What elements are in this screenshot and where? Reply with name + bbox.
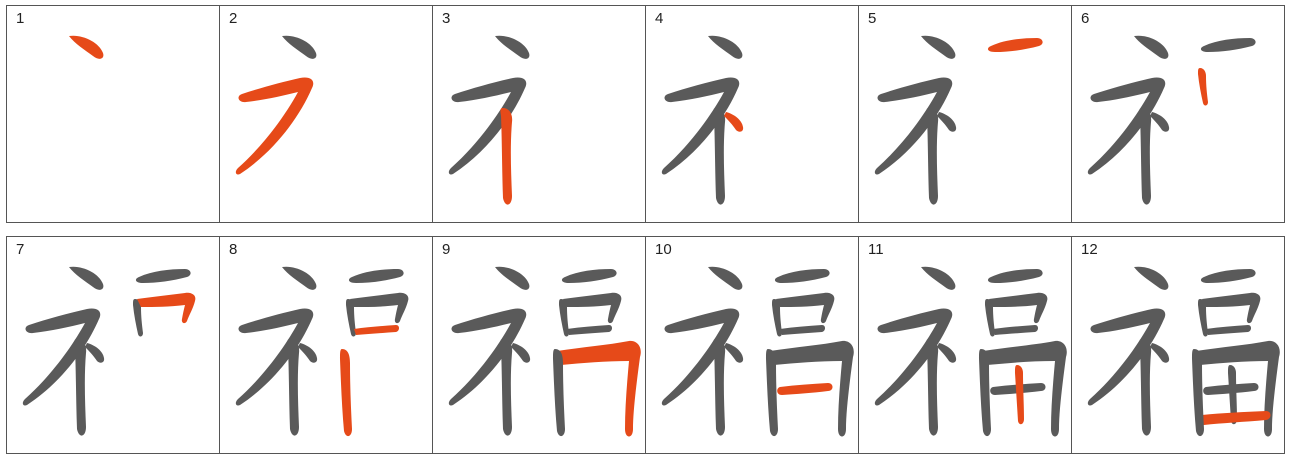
character-strokes	[220, 237, 432, 453]
character-strokes	[7, 237, 219, 453]
stroke-step-panel	[1071, 236, 1285, 454]
stroke-2	[236, 308, 313, 405]
step-number: 8	[229, 241, 238, 258]
stroke-3	[713, 108, 725, 205]
step-number: 9	[442, 241, 451, 258]
stroke-2	[1088, 308, 1165, 405]
stroke-2	[662, 308, 739, 405]
stroke-5	[775, 269, 830, 283]
stroke-5	[1201, 38, 1256, 52]
character-strokes	[646, 6, 858, 222]
character-strokes	[433, 6, 645, 222]
stroke-1	[282, 267, 316, 290]
stroke-5	[136, 269, 191, 283]
stroke-1	[282, 36, 316, 59]
step-number: 2	[229, 10, 238, 27]
stroke-4	[1150, 343, 1169, 363]
stroke-1	[708, 36, 742, 59]
stroke-5	[1201, 269, 1256, 283]
stroke-3	[926, 108, 938, 205]
stroke-1	[1134, 36, 1168, 59]
step-number: 6	[1081, 10, 1090, 27]
character-strokes	[859, 6, 1071, 222]
stroke-step-panel	[858, 5, 1072, 223]
stroke-9	[557, 341, 641, 437]
stroke-5	[349, 269, 404, 283]
stroke-3	[1139, 108, 1151, 205]
stroke-3	[74, 339, 86, 436]
stroke-6	[1198, 68, 1208, 106]
row-1	[6, 5, 1290, 223]
stroke-4	[724, 112, 743, 132]
stroke-1	[495, 267, 529, 290]
stroke-4	[511, 343, 530, 363]
character-strokes	[859, 237, 1071, 453]
step-number: 10	[655, 241, 672, 258]
character-strokes	[1072, 6, 1284, 222]
stroke-3	[713, 339, 725, 436]
step-number: 3	[442, 10, 451, 27]
stroke-8	[780, 325, 825, 335]
stroke-5	[562, 269, 617, 283]
stroke-8	[354, 325, 399, 335]
stroke-1	[69, 36, 103, 59]
stroke-step-panel	[432, 236, 646, 454]
stroke-2	[875, 308, 952, 405]
step-number: 11	[868, 241, 884, 258]
stroke-2	[449, 308, 526, 405]
stroke-2	[23, 308, 100, 405]
stroke-step-panel	[1071, 5, 1285, 223]
stroke-4	[85, 343, 104, 363]
stroke-8	[567, 325, 612, 335]
character-strokes	[646, 237, 858, 453]
stroke-3	[287, 339, 299, 436]
stroke-4	[937, 112, 956, 132]
stroke-8	[993, 325, 1038, 335]
stroke-3	[1139, 339, 1151, 436]
stroke-2	[1088, 77, 1165, 174]
stroke-11	[1015, 365, 1024, 424]
step-number: 12	[1081, 241, 1098, 258]
stroke-5	[988, 38, 1043, 52]
stroke-7	[137, 293, 195, 323]
stroke-8-vertical	[340, 349, 352, 436]
stroke-step-panel	[858, 236, 1072, 454]
stroke-3	[500, 108, 512, 205]
stroke-step-panel	[6, 236, 220, 454]
stroke-4	[724, 343, 743, 363]
stroke-7	[989, 293, 1047, 323]
stroke-1	[921, 267, 955, 290]
stroke-1	[1134, 267, 1168, 290]
stroke-7	[1202, 293, 1260, 323]
stroke-10	[777, 383, 832, 395]
stroke-step-panel	[219, 5, 433, 223]
stroke-4	[298, 343, 317, 363]
character-strokes	[1072, 237, 1284, 453]
step-number: 5	[868, 10, 877, 27]
stroke-1	[69, 267, 103, 290]
stroke-2	[662, 77, 739, 174]
stroke-7	[776, 293, 834, 323]
stroke-5	[988, 269, 1043, 283]
stroke-3	[926, 339, 938, 436]
stroke-7	[350, 293, 408, 323]
stroke-4	[937, 343, 956, 363]
step-number: 1	[16, 10, 25, 27]
character-strokes	[433, 237, 645, 453]
stroke-4	[1150, 112, 1169, 132]
stroke-2	[875, 77, 952, 174]
character-strokes	[220, 6, 432, 222]
stroke-step-panel	[219, 236, 433, 454]
stroke-7	[563, 293, 621, 323]
stroke-3	[500, 339, 512, 436]
stroke-1	[495, 36, 529, 59]
step-number: 4	[655, 10, 664, 27]
stroke-step-panel	[645, 5, 859, 223]
stroke-8	[1206, 325, 1251, 335]
step-number: 7	[16, 241, 25, 258]
stroke-2	[449, 77, 526, 174]
stroke-1	[921, 36, 955, 59]
stroke-1	[708, 267, 742, 290]
stroke-step-panel	[432, 5, 646, 223]
character-strokes	[7, 6, 219, 222]
stroke-step-panel	[6, 5, 220, 223]
stroke-2	[236, 77, 313, 174]
stroke-step-panel	[645, 236, 859, 454]
row-2	[6, 236, 1290, 454]
